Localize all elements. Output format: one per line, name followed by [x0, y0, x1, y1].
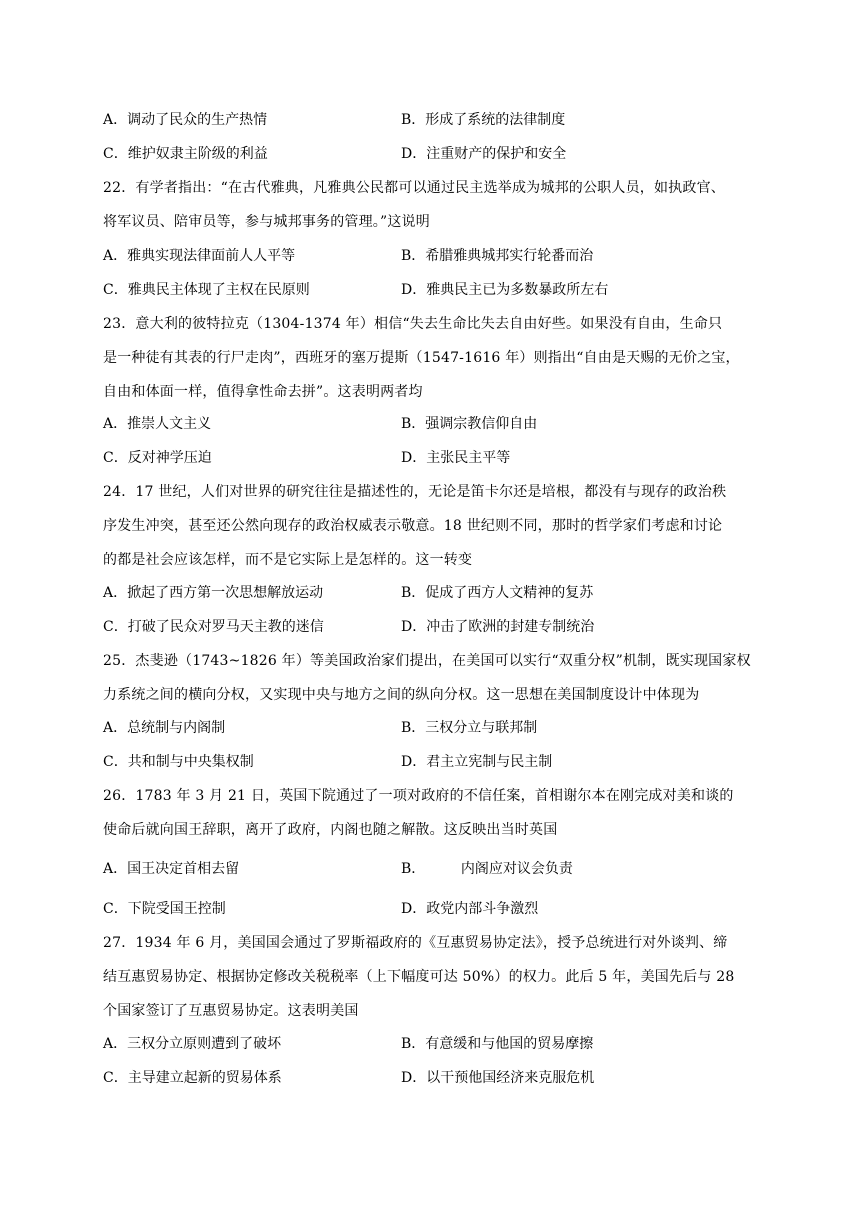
q24-stem-line-2: 序发生冲突，甚至还公然向现存的政治权威表示敬意。18 世纪则不同，那时的哲学家们考虑和讨论 [103, 518, 723, 534]
q26-stem-line-1: 26．1783 年 3 月 21 日，英国下院通过了一项对政府的不信任案，首相谢尔本在刚完成对美和谈的 [103, 788, 734, 804]
q21-option-a: A．调动了民众的生产热情 [103, 112, 268, 128]
q21-option-c: C．维护奴隶主阶级的利益 [103, 146, 268, 162]
q23-stem-line-1: 23．意大利的彼特拉克（1304-1374 年）相信“失去生命比失去自由好些。如果没有自由，生命只 [103, 316, 723, 332]
q23-option-b: B．强调宗教信仰自由 [401, 416, 538, 432]
q23-option-d: D．主张民主平等 [401, 450, 511, 466]
q23-option-c: C．反对神学压迫 [103, 450, 212, 466]
q27-stem-line-2: 结互惠贸易协定、根据协定修改关税税率（上下幅度可达 50%）的权力。此后 5 年，美国先后与 28 [103, 969, 735, 985]
q25-option-d: D．君主立宪制与民主制 [401, 754, 553, 770]
q25-option-c: C．共和制与中央集权制 [103, 754, 254, 770]
q24-stem-line-3: 的都是社会应该怎样，而不是它实际上是怎样的。这一转变 [103, 552, 473, 568]
q25-stem-line-1: 25．杰斐逊（1743~1826 年）等美国政治家们提出，在美国可以实行“双重分权”机制，既实现国家权 [103, 653, 751, 669]
q22-stem-line-1: 22．有学者指出：“在古代雅典，凡雅典公民都可以通过民主选举成为城邦的公职人员，如执政官、 [103, 180, 725, 196]
q27-option-c: C．主导建立起新的贸易体系 [103, 1070, 282, 1086]
q24-option-b: B．促成了西方人文精神的复苏 [401, 585, 594, 601]
q26-option-d: D．政党内部斗争激烈 [401, 901, 539, 917]
q23-stem-line-2: 是一种徒有其表的行尸走肉”，西班牙的塞万提斯（1547-1616 年）则指出“自由是天赐的无价之宝， [103, 350, 740, 366]
q26-option-b: B． 内阁应对议会负责 [401, 861, 573, 877]
q24-option-d: D．冲击了欧洲的封建专制统治 [401, 619, 595, 635]
q24-option-a: A．掀起了西方第一次思想解放运动 [103, 585, 324, 601]
q22-option-b: B．希腊雅典城邦实行轮番而治 [401, 248, 594, 264]
q26-stem-line-2: 使命后就向国王辞职，离开了政府，内阁也随之解散。这反映出当时英国 [103, 822, 558, 838]
q25-option-a: A．总统制与内阁制 [103, 720, 226, 736]
q27-option-a: A．三权分立原则遭到了破坏 [103, 1036, 282, 1052]
q21-option-d: D．注重财产的保护和安全 [401, 146, 567, 162]
q22-option-a: A．雅典实现法律面前人人平等 [103, 248, 296, 264]
q27-option-b: B．有意缓和与他国的贸易摩擦 [401, 1036, 594, 1052]
q27-option-d: D．以干预他国经济来克服危机 [401, 1070, 595, 1086]
q25-option-b: B．三权分立与联邦制 [401, 720, 538, 736]
q24-stem-line-1: 24．17 世纪，人们对世界的研究往往是描述性的，无论是笛卡尔还是培根，都没有与现存的政治秩 [103, 484, 727, 500]
q23-stem-line-3: 自由和体面一样，值得拿性命去拼”。这表明两者均 [103, 384, 423, 400]
q25-stem-line-2: 力系统之间的横向分权，又实现中央与地方之间的纵向分权。这一思想在美国制度设计中体现为 [103, 687, 700, 703]
q27-stem-line-3: 个国家签订了互惠贸易协定。这表明美国 [103, 1003, 359, 1019]
q23-option-a: A．推崇人文主义 [103, 416, 212, 432]
q22-option-d: D．雅典民主已为多数暴政所左右 [401, 282, 609, 298]
q22-option-c: C．雅典民主体现了主权在民原则 [103, 282, 310, 298]
q21-option-b: B．形成了系统的法律制度 [401, 112, 566, 128]
q26-option-a: A．国王决定首相去留 [103, 861, 240, 877]
q22-stem-line-2: 将军议员、陪审员等，参与城邦事务的管理。”这说明 [103, 214, 430, 230]
q24-option-c: C．打破了民众对罗马天主教的迷信 [103, 619, 324, 635]
q27-stem-line-1: 27．1934 年 6 月，美国国会通过了罗斯福政府的《互惠贸易协定法》，授予总统进行对外谈判、缔 [103, 935, 728, 951]
q26-option-c: C．下院受国王控制 [103, 901, 226, 917]
